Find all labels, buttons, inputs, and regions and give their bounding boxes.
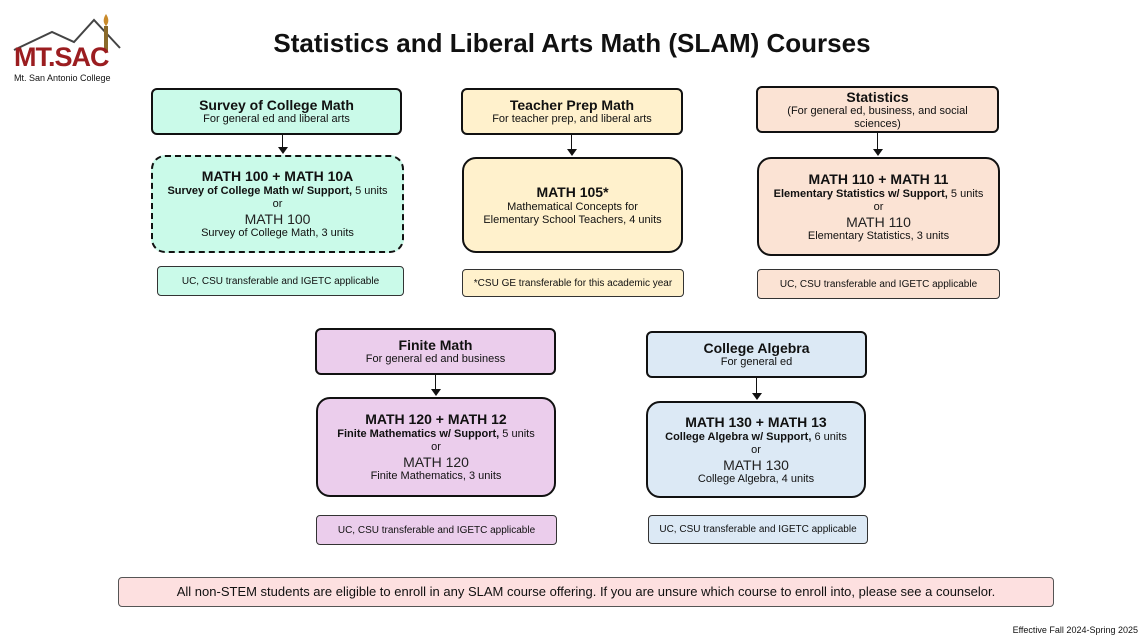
algebra-heading-box xyxy=(646,331,867,378)
survey-main-course: MATH 100 + MATH 10A xyxy=(201,168,354,184)
survey-heading: Survey of College Math xyxy=(199,97,354,113)
logo-wordmark: MT.SAC xyxy=(14,42,109,72)
finite-main-desc: Finite Mathematics w/ Support, 5 units xyxy=(337,428,535,440)
finite-heading: Finite Math xyxy=(398,337,473,353)
survey-or: or xyxy=(272,198,283,210)
teacher-subheading: For teacher prep, and liberal arts xyxy=(492,113,652,125)
survey-alt-desc: Survey of College Math, 3 units xyxy=(201,227,354,239)
teacher-desc-2: Elementary School Teachers, 4 units xyxy=(483,213,662,226)
algebra-heading: College Algebra xyxy=(703,340,810,356)
teacher-course-box xyxy=(462,157,683,253)
algebra-alt-course: MATH 130 xyxy=(723,456,789,473)
finite-heading-box xyxy=(315,328,556,375)
algebra-note: UC, CSU transferable and IGETC applicable xyxy=(648,515,868,544)
survey-heading-box xyxy=(151,88,402,135)
algebra-arrow xyxy=(752,378,762,401)
survey-note: UC, CSU transferable and IGETC applicable xyxy=(157,266,404,296)
teacher-desc-1: Mathematical Concepts for xyxy=(507,200,638,213)
finite-subheading: For general ed and business xyxy=(365,353,506,365)
stats-alt-desc: Elementary Statistics, 3 units xyxy=(807,229,950,242)
teacher-note: *CSU GE transferable for this academic year xyxy=(462,269,684,297)
survey-arrow xyxy=(278,135,288,155)
teacher-heading: Teacher Prep Math xyxy=(509,97,635,113)
algebra-course-box xyxy=(646,401,866,498)
enrollment-note: All non-STEM students are eligible to enroll in any SLAM course offering. If you are unsure which course to enroll into, please see a counselor. xyxy=(118,577,1054,607)
teacher-arrow xyxy=(567,135,577,157)
stats-subheading: (For general ed, business, and social sciences) xyxy=(787,104,968,130)
algebra-main-course: MATH 130 + MATH 13 xyxy=(685,413,827,430)
logo-subtitle: Mt. San Antonio College xyxy=(14,73,111,83)
survey-subheading: For general ed and liberal arts xyxy=(203,113,350,125)
stats-arrow xyxy=(873,133,883,157)
stats-or: or xyxy=(873,200,884,213)
stats-alt-course: MATH 110 xyxy=(846,213,911,230)
teacher-heading-box xyxy=(461,88,683,135)
algebra-alt-desc: College Algebra, 4 units xyxy=(697,472,815,485)
survey-main-desc: Survey of College Math w/ Support, 5 units xyxy=(167,185,388,197)
page-title: Statistics and Liberal Arts Math (SLAM) Courses xyxy=(273,28,871,58)
finite-alt-desc: Finite Mathematics, 3 units xyxy=(370,470,502,482)
stats-course-box xyxy=(757,157,1000,256)
algebra-subheading: For general ed xyxy=(720,356,793,368)
survey-course-box xyxy=(151,155,404,253)
survey-alt-course: MATH 100 xyxy=(244,211,311,227)
stats-main-course: MATH 110 + MATH 11 xyxy=(808,170,949,187)
stats-heading-box xyxy=(756,86,999,133)
stats-heading: Statistics xyxy=(846,88,909,105)
finite-note: UC, CSU transferable and IGETC applicable xyxy=(316,515,557,545)
finite-main-course: MATH 120 + MATH 12 xyxy=(365,411,507,427)
finite-or: or xyxy=(431,441,441,453)
stats-note: UC, CSU transferable and IGETC applicable xyxy=(757,269,1000,299)
stats-main-desc: Elementary Statistics w/ Support, 5 units xyxy=(773,187,984,200)
finite-alt-course: MATH 120 xyxy=(403,454,469,470)
effective-date: Effective Fall 2024-Spring 2025 xyxy=(1012,625,1138,635)
finite-course-box xyxy=(316,397,556,497)
algebra-main-desc: College Algebra w/ Support, 6 units xyxy=(665,430,847,443)
algebra-or: or xyxy=(751,443,761,456)
teacher-main-course: MATH 105* xyxy=(536,183,609,200)
finite-arrow xyxy=(431,375,441,397)
